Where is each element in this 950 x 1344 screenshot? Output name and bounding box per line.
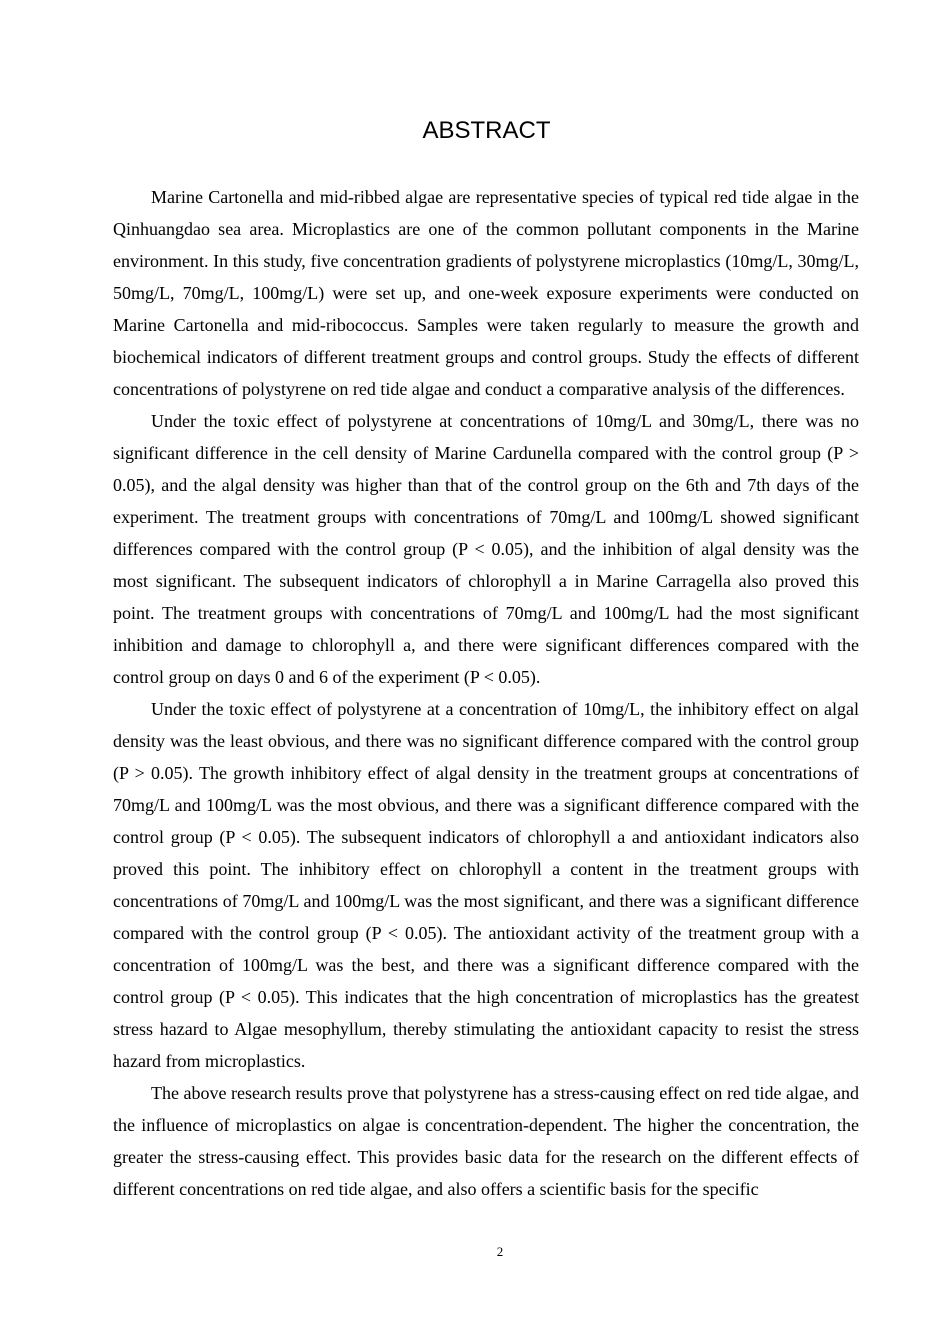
abstract-paragraph: Under the toxic effect of polystyrene at concentrations of 10mg/L and 30mg/L, there was no significant difference in the cell density of Marine Cardunella compared with the control group (P > 0.05), and the algal density was higher than that of the control group on the 6th and 7th days of the experiment. The treatment groups with concentrations of 70mg/L and 100mg/L showed significant differences compared with the control group (P < 0.05), and the inhibition of algal density was the most significant. The subsequent indicators of chlorophyll a in Marine Carragella also proved this point. The treatment groups with concentrations of 70mg/L and 100mg/L had the most significant inhibition and damage to chlorophyll a, and there were significant differences compared with the control group on days 0 and 6 of the experiment (P < 0.05). xyxy=(113,411,859,687)
abstract-paragraph: The above research results prove that polystyrene has a stress-causing effect on red tide algae, and the influence of microplastics on algae is concentration-dependent. The higher the concentration, the greater the stress-causing effect. This provides basic data for the research on the different effects of different concentrations on red tide algae, and also offers a scientific basis for the specific xyxy=(113,1083,859,1199)
abstract-paragraph: Under the toxic effect of polystyrene at a concentration of 10mg/L, the inhibitory effect on algal density was the least obvious, and there was no significant difference compared with the control group (P > 0.05). The growth inhibitory effect of algal density in the treatment groups at concentrations of 70mg/L and 100mg/L was the most obvious, and there was a significant difference compared with the control group (P < 0.05). The subsequent indicators of chlorophyll a and antioxidant indicators also proved this point. The inhibitory effect on chlorophyll a content in the treatment groups with concentrations of 70mg/L and 100mg/L was the most significant, and there was a significant difference compared with the control group (P < 0.05). The antioxidant activity of the treatment group with a concentration of 100mg/L was the best, and there was a significant difference compared with the control group (P < 0.05). This indicates that the high concentration of microplastics has the greatest stress hazard to Algae mesophyllum, thereby stimulating the antioxidant capacity to resist the stress hazard from microplastics. xyxy=(113,699,859,1071)
abstract-title: ABSTRACT xyxy=(422,117,551,144)
page-number: 2 xyxy=(496,1244,504,1259)
abstract-body xyxy=(113,181,859,1205)
abstract-paragraph: Marine Cartonella and mid-ribbed algae are representative species of typical red tide algae in the Qinhuangdao sea area. Microplastics are one of the common pollutant components in the Marine environment. In this study, five concentration gradients of polystyrene microplastics (10mg/L, 30mg/L, 50mg/L, 70mg/L, 100mg/L) were set up, and one-week exposure experiments were conducted on Marine Cartonella and mid-ribococcus. Samples were taken regularly to measure the growth and biochemical indicators of different treatment groups and control groups. Study the effects of different concentrations of polystyrene on red tide algae and conduct a comparative analysis of the differences. xyxy=(113,187,859,399)
